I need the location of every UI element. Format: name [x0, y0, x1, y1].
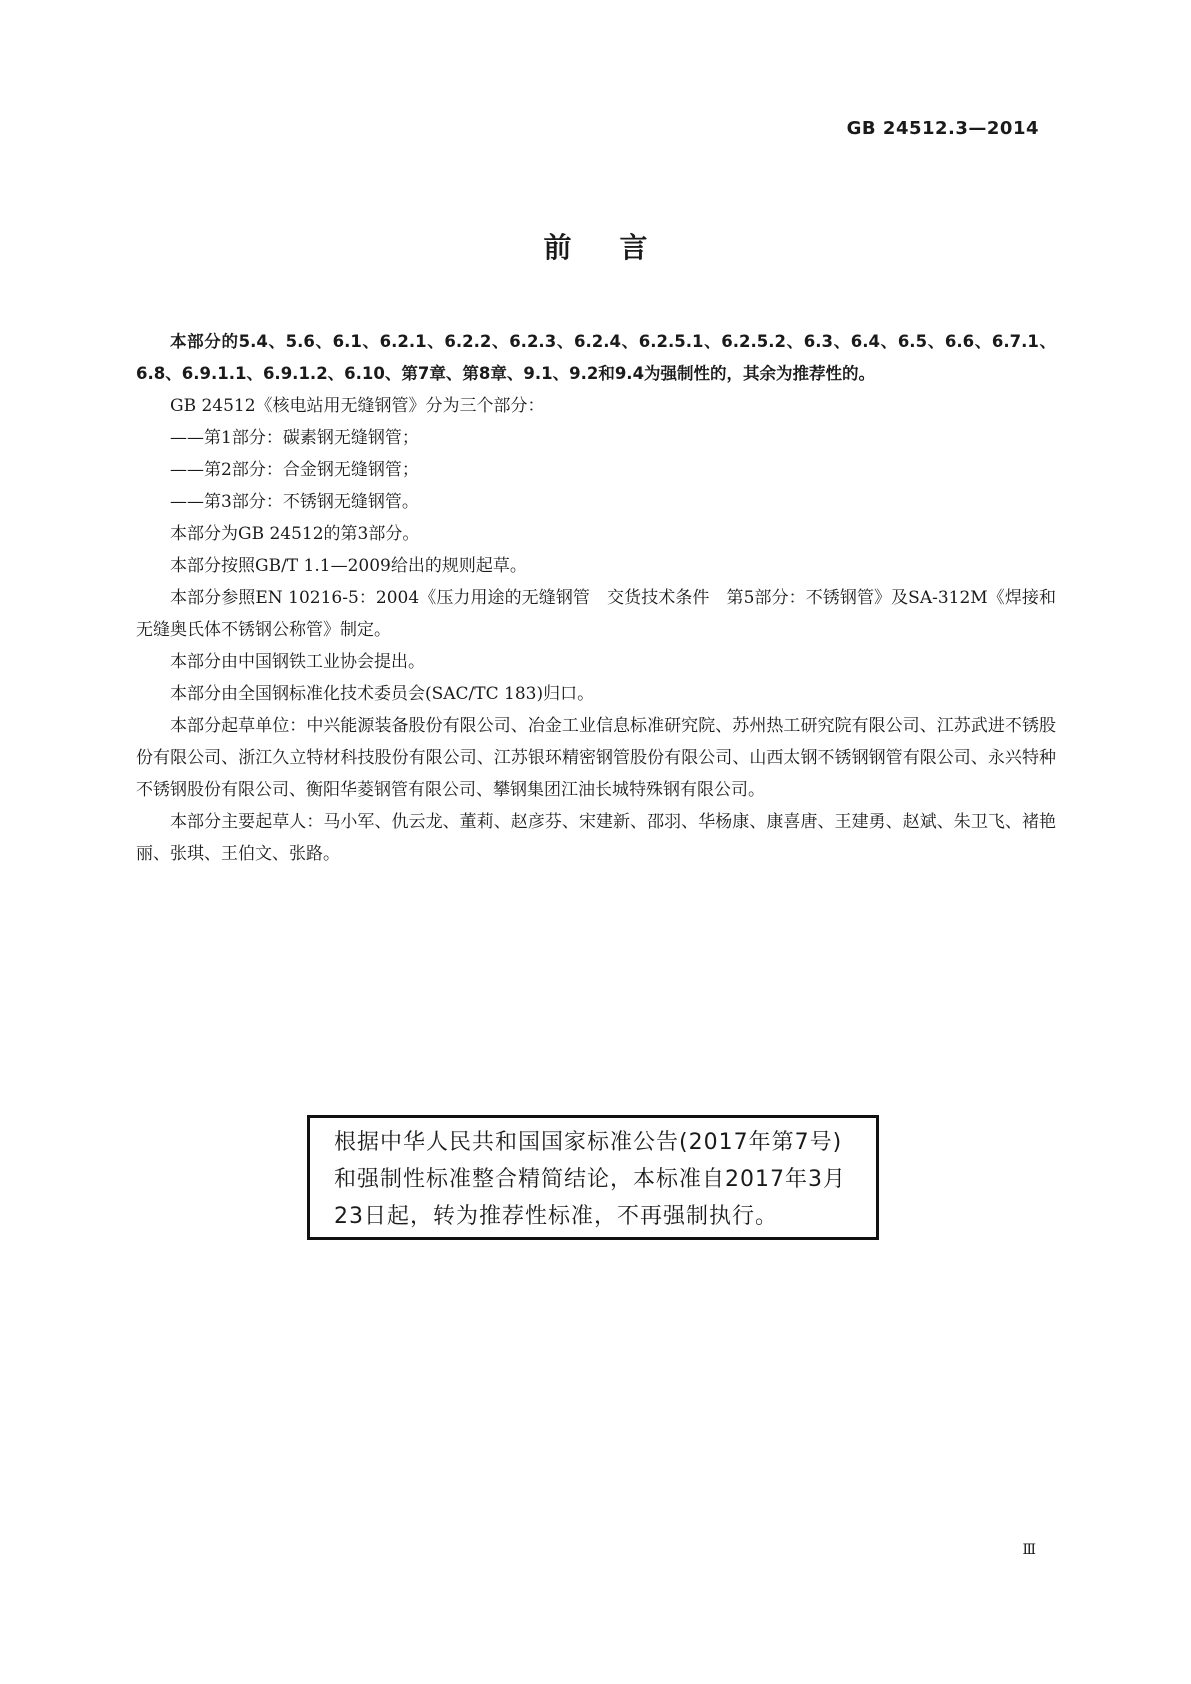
- standard-code: GB 24512.3—2014: [846, 118, 1039, 139]
- paragraph-references: 本部分参照EN 10216-5：2004《压力用途的无缝钢管 交货技术条件 第5部分：不锈钢管》及SA-312M《焊接和无缝奥氏体不锈钢公称管》制定。: [136, 588, 1056, 640]
- paragraph-parts-intro: GB 24512《核电站用无缝钢管》分为三个部分：: [170, 396, 545, 416]
- page-title: 前言: [543, 231, 696, 264]
- paragraph-centralized-by: 本部分由全国钢标准化技术委员会(SAC/TC 183)归口。: [170, 684, 595, 704]
- paragraph-drafting-rules: 本部分按照GB/T 1.1—2009给出的规则起草。: [170, 556, 527, 576]
- page-number: Ⅲ: [1022, 1542, 1036, 1558]
- list-item-part-3: ——第3部分：不锈钢无缝钢管。: [170, 492, 419, 512]
- paragraph-proposed-by: 本部分由中国钢铁工业协会提出。: [170, 652, 425, 672]
- foreword-body: [136, 326, 1056, 870]
- notice-box: 根据中华人民共和国国家标准公告(2017年第7号)和强制性标准整合精简结论，本标准自2017年3月23日起，转为推荐性标准，不再强制执行。: [307, 1115, 879, 1240]
- paragraph-drafting-units: 本部分起草单位：中兴能源装备股份有限公司、冶金工业信息标准研究院、苏州热工研究院有限公司、江苏武进不锈股份有限公司、浙江久立特材科技股份有限公司、江苏银环精密钢管股份有限公司、山西太钢不锈钢钢管有限公司、永兴特种不锈钢股份有限公司、衡阳华菱钢管有限公司、攀钢集团江油长城特殊钢有限公司。: [136, 716, 1056, 800]
- list-item-part-1: ——第1部分：碳素钢无缝钢管；: [170, 428, 419, 448]
- paragraph-this-part: 本部分为GB 24512的第3部分。: [170, 524, 420, 544]
- paragraph-main-drafters: 本部分主要起草人：马小军、仇云龙、董莉、赵彦芬、宋建新、邵羽、华杨康、康喜唐、王建勇、赵斌、朱卫飞、褚艳丽、张琪、王伯文、张路。: [136, 812, 1056, 864]
- list-item-part-2: ——第2部分：合金钢无缝钢管；: [170, 460, 419, 480]
- paragraph-mandatory-clauses: 本部分的5.4、5.6、6.1、6.2.1、6.2.2、6.2.3、6.2.4、6.2.5.1、6.2.5.2、6.3、6.4、6.5、6.6、6.7.1、6.8、6.9.1.1、6.9.1.2、6.10、第7章、第8章、9.1、9.2和9.4为强制性的，其余为推荐性的。: [136, 332, 1056, 383]
